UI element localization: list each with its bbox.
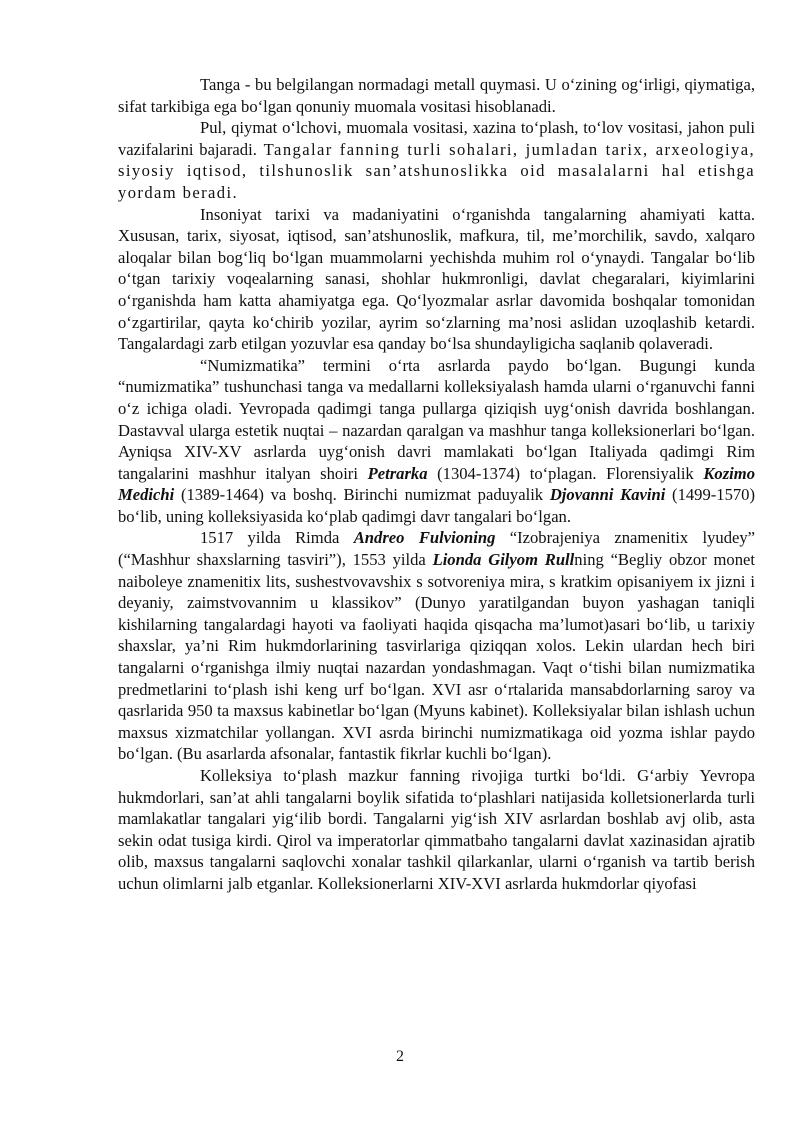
paragraph-collecting: Kolleksiya to‘plash mazkur fanning rivojiga turtki bo‘ldi. G‘arbiy Yevropa hukmdorlari, san’at ahli tangalarni boylik sifatida to‘plashlari natijasida kolletsionerlarda turli mamlakatlar tangalari yig‘ilib bordi. Tangalarni yig‘ish XIV asrlardan boshlab avj olib, asta sekin odat tusiga kirdi. Qirol va imperatorlar qimmatbaho tangalarni davlat xazinasidan ajratib olib, maxsus tangalarni saqlovchi xonalar tashkil qilarkanlar, ularni o‘rganish va tartib berish uchun olimlarni jalb etganlar. Kolleksionerlarni XIV-XVI asrlarda hukmdorlar qiyofasi xyxy=(118,766,755,893)
name-lionda-gilyom-rull: Lionda Gilyom Rull xyxy=(432,550,575,570)
early-works-text-a: 1517 yilda Rimda xyxy=(200,528,354,548)
page-number: 2 xyxy=(396,1048,404,1065)
money-functions-text: Pul, qiymat o‘lchovi, muomala vositasi, xazina to‘plash, to‘lov vositasi, jahon puli vazifalarini bajaradi. xyxy=(118,118,755,159)
numismatics-term-text-c: (1389-1464) va boshq. Birinchi numizmat paduyalik xyxy=(174,485,550,505)
paragraph-early-works xyxy=(118,527,755,765)
early-works-text-c: ning “Begliy obzor monet naiboleye znamenitix lits, sushestvovavshix s sotvoreniya mira, s kratkim opisaniyem ix jizni i deyaniy, zaimstvovannim u klassikov” (Dunyo yaratilgandan buyon yashagan taniqli kishilarning tangalardagi hayoti va faoliyati haqida qisqacha ma’lumot)asari bo‘lib, u tarixiy shaxslar, ya’ni Rim hukmdorlarining tasvirlariga qiziqqan xolos. Lekin ulardan hech biri tangalarni o‘rganishga ilmiy nuqtai nazardan yondashmagan. Vaqt o‘tishi bilan numizmatika predmetlarini to‘plash ishi keng urf bo‘lgan. XVI asr o‘rtalarida mansabdorlarning saroy va qasrlarida 950 ta maxsus kabinetlar bo‘lgan (Myuns kabinet). Kolleksiyalar bilan ishlash uchun maxsus xizmatchilar yollangan. XVI asrda birinchi numizmatikaga oid yozma ishlar paydo bo‘lgan. (Bu asarlarda afsonalar, fantastik fikrlar kuchli bo‘lgan). xyxy=(118,550,755,764)
coins-help-sciences-text: Tangalar fanning turli sohalari, jumladan tarix, arxeologiya, siyosiy iqtisod, tilshunoslik san’atshunoslikka oid masalalarni hal etishga yordam beradi. xyxy=(118,139,756,202)
paragraph-money-functions xyxy=(118,117,755,203)
numismatics-term-text-a: “Numizmatika” termini o‘rta asrlarda paydo bo‘lgan. Bugungi kunda “numizmatika” tushunchasi tanga va medallarni kolleksiyalash hamda ularni o‘rganuvchi fanni o‘z ichiga oladi. Yevropada qadimgi tanga pullarga qiziqish uyg‘onish davrida boshlangan. Dastavval ularga estetik nuqtai – nazardan qaralgan va mashhur tanga kolleksionerlari bo‘lgan. Ayniqsa XIV-XV asrlarda uyg‘onish davri mamlakati bo‘lgan Italiyada qadimgi Rim tangalarini mashhur italyan shoiri xyxy=(118,355,755,483)
name-petrarka: Petrarka xyxy=(367,463,428,483)
numismatics-term-text-b: (1304-1374) to‘plagan. Florensiyalik xyxy=(427,463,704,483)
name-kozimo-medichi: Kozimo Medichi xyxy=(118,463,755,505)
paragraph-numismatics-term xyxy=(118,355,755,528)
name-djovanni-kavini: Djovanni Kavini xyxy=(549,485,666,505)
early-works-text-b: “Izobrajeniya znamenitix lyudey” (“Mashhur shaxslarning tasviri”), 1553 yilda xyxy=(118,528,756,570)
name-andreo-fulvio: Andreo Fulvioning xyxy=(353,528,496,548)
paragraph-coin-definition: Tanga - bu belgilangan normadagi metall quymasi. U o‘zining og‘irligi, qiymatiga, sifat tarkibiga ega bo‘lgan qonuniy muomala vositasi hisoblanadi. xyxy=(118,75,755,116)
numismatics-term-text-d: (1499-1570) bo‘lib, uning kolleksiyasida ko‘plab qadimgi davr tangalari bo‘lgan. xyxy=(118,485,755,526)
paragraph-importance-of-coins: Insoniyat tarixi va madaniyatini o‘rganishda tangalarning ahamiyati katta. Xususan, tarix, siyosat, iqtisod, san’atshunoslik, mafkura, til, me’morchilik, savdo, xalqaro aloqalar bilan bog‘liq bo‘lgan muammolarni yechishda muhim rol o‘ynaydi. Tangalar bo‘lib o‘tgan tarixiy voqealarning sanasi, shohlar hukmronligi, davlat chegaralari, kiyimlarini o‘rganishda ham katta ahamiyatga ega. Qo‘lyozmalar asrlar davomida boshqalar tomonidan o‘zgartirilar, qayta ko‘chirib yozilar, ayrim so‘zlarning ma’nosi aslidan uzoqlashib ketardi. Tangalardagi zarb etilgan yozuvlar esa qanday bo‘lsa shundayligicha saqlanib qolaveradi. xyxy=(118,204,755,354)
